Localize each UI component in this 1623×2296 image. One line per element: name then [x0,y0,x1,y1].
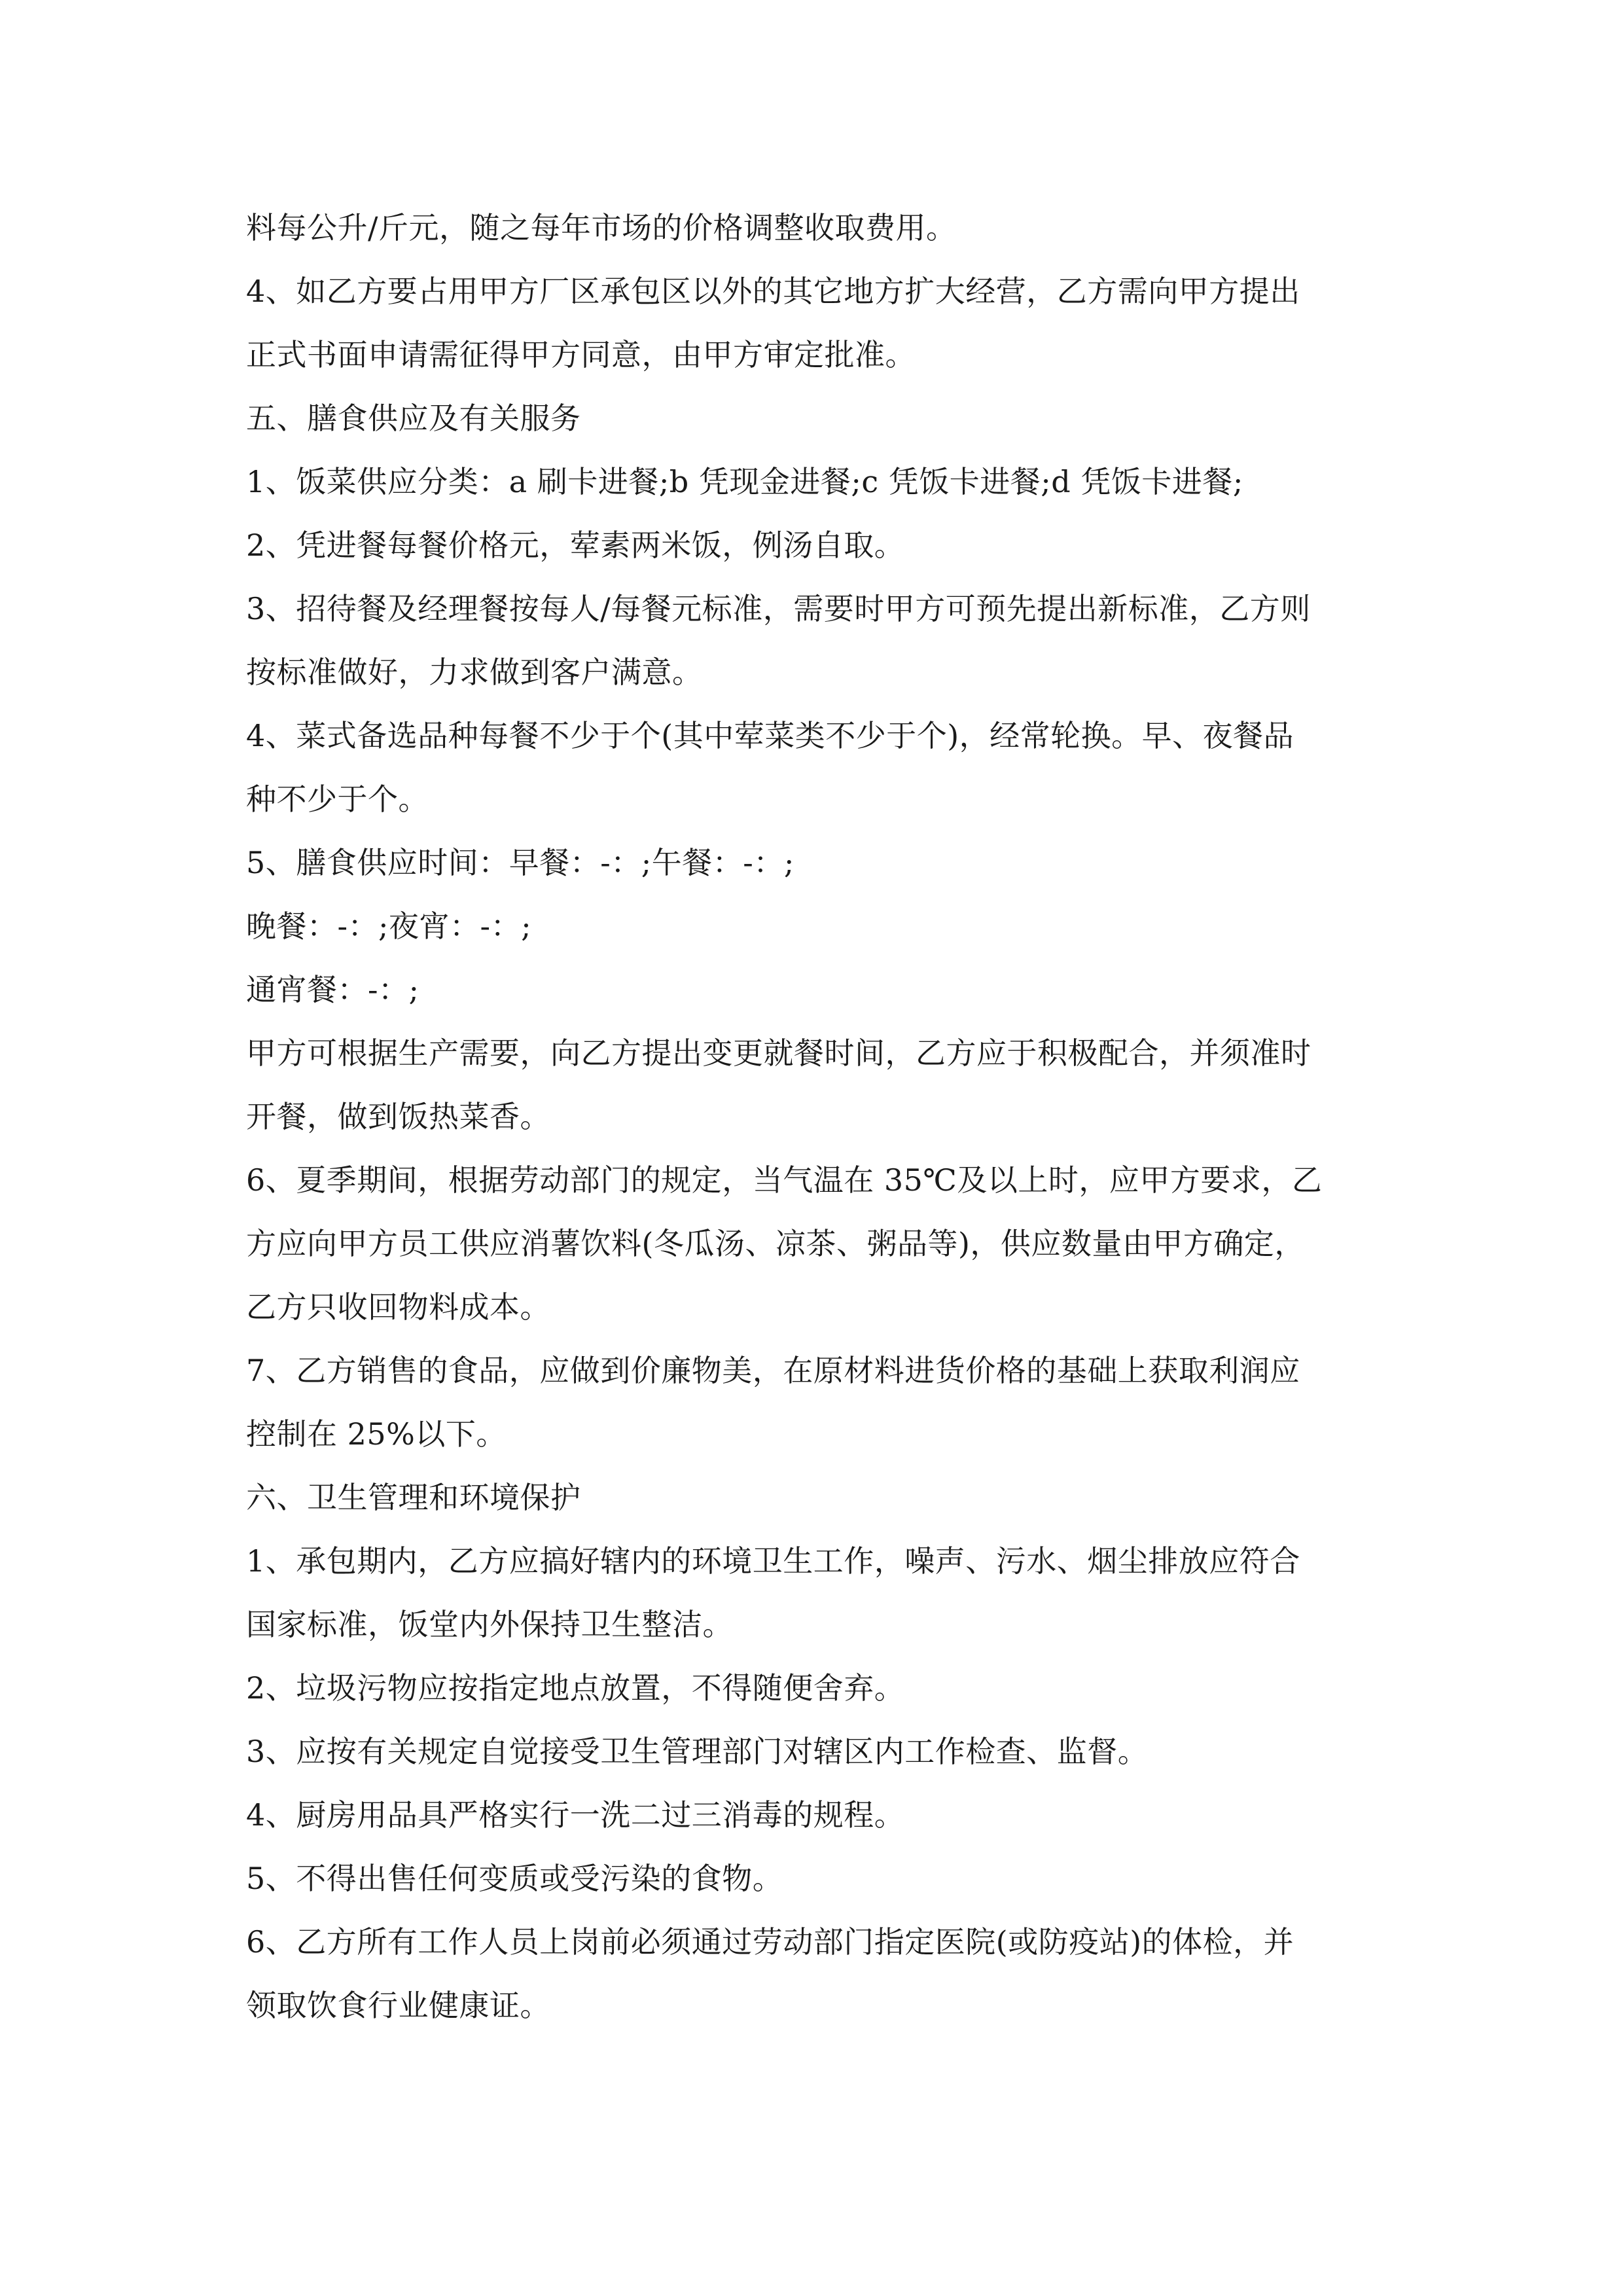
text-line: 乙方只收回物料成本。 [246,1289,550,1325]
text-line: 6、夏季期间，根据劳动部门的规定，当气温在 35℃及以上时，应甲方要求，乙 [246,1162,1323,1198]
text-line: 晚餐：-：;夜宵：-：; [246,908,532,944]
section-heading: 六、卫生管理和环境保护 [246,1480,581,1515]
text-line: 4、如乙方要占用甲方厂区承包区以外的其它地方扩大经营，乙方需向甲方提出 [246,274,1300,309]
document-page [246,196,1398,2037]
text-line: 2、垃圾污物应按指定地点放置，不得随便舍弃。 [246,1670,905,1706]
text-line: 1、承包期内，乙方应搞好辖内的环境卫生工作，噪声、污水、烟尘排放应符合 [246,1543,1300,1579]
text-line: 通宵餐：-：; [246,972,419,1007]
text-line: 甲方可根据生产需要，向乙方提出变更就餐时间，乙方应于积极配合，并须准时 [246,1035,1311,1071]
text-line: 4、菜式备选品种每餐不少于个(其中荤菜类不少于个)，经常轮换。早、夜餐品 [246,718,1294,753]
text-line: 按标准做好，力求做到客户满意。 [246,655,703,690]
text-line: 方应向甲方员工供应消薯饮料(冬瓜汤、凉茶、粥品等)，供应数量由甲方确定， [246,1226,1305,1261]
text-line: 6、乙方所有工作人员上岗前必须通过劳动部门指定医院(或防疫站)的体检，并 [246,1924,1294,1960]
text-line: 正式书面申请需征得甲方同意，由甲方审定批准。 [246,337,916,372]
text-line: 控制在 25%以下。 [246,1416,507,1452]
text-line: 2、凭进餐每餐价格元，荤素两米饭，例汤自取。 [246,528,905,563]
text-line: 7、乙方销售的食品，应做到价廉物美，在原材料进货价格的基础上获取利润应 [246,1353,1300,1388]
text-line: 1、饭菜供应分类：a 刷卡进餐;b 凭现金进餐;c 凭饭卡进餐;d 凭饭卡进餐; [246,464,1243,499]
section-heading: 五、膳食供应及有关服务 [246,401,581,436]
text-line: 料每公升/斤元，随之每年市场的价格调整收取费用。 [246,210,957,245]
text-line: 4、厨房用品具严格实行一洗二过三消毒的规程。 [246,1797,905,1833]
text-line: 种不少于个。 [246,781,429,817]
text-line: 国家标准，饭堂内外保持卫生整洁。 [246,1607,733,1642]
text-line: 5、不得出售任何变质或受污染的食物。 [246,1861,783,1896]
text-line: 5、膳食供应时间：早餐：-：;午餐：-：; [246,845,794,880]
text-line: 领取饮食行业健康证。 [246,1988,550,2023]
text-line: 3、招待餐及经理餐按每人/每餐元标准，需要时甲方可预先提出新标准，乙方则 [246,591,1311,626]
text-line: 3、应按有关规定自觉接受卫生管理部门对辖区内工作检查、监督。 [246,1734,1149,1769]
text-line: 开餐，做到饭热菜香。 [246,1099,550,1134]
